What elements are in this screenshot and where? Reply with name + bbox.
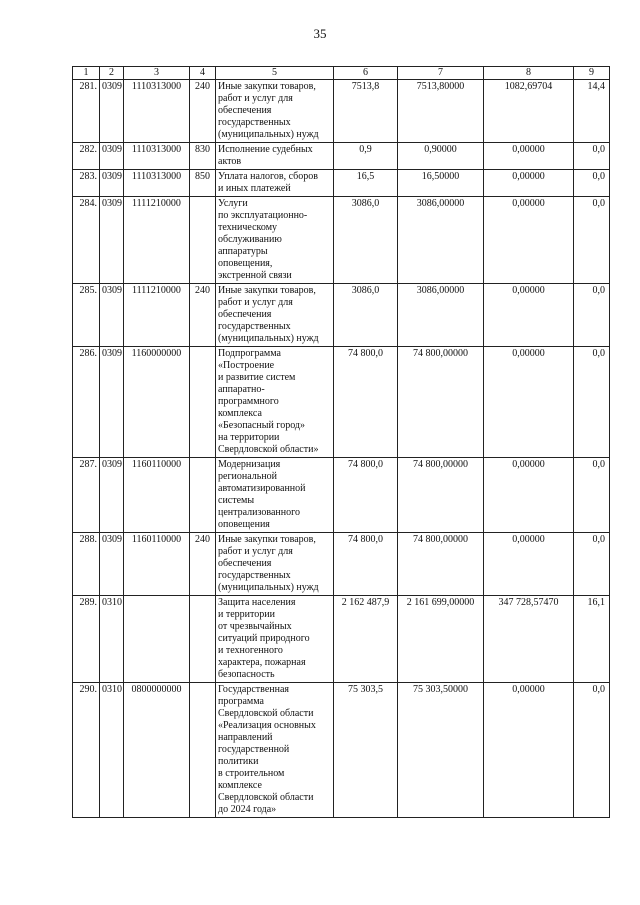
row-number-cell: 284. [73, 197, 100, 284]
expense-type-cell [190, 458, 216, 533]
expense-type-cell: 830 [190, 143, 216, 170]
executed-amount-cell: 74 800,00000 [398, 533, 484, 596]
item-name-cell: Государственная программа Свердловской области «Реализация основных направлений государственной политики в строительном комплексе Свердловской области до 2024 года» [216, 683, 334, 818]
table-row [73, 347, 610, 458]
row-number-cell: 287. [73, 458, 100, 533]
row-number-cell: 283. [73, 170, 100, 197]
table-row [73, 458, 610, 533]
plan-amount-cell: 74 800,0 [334, 533, 398, 596]
percent-cell: 14,4 [574, 80, 610, 143]
header-cell: 4 [190, 67, 216, 80]
target-article-cell: 1160000000 [124, 347, 190, 458]
target-article-cell: 1110313000 [124, 170, 190, 197]
percent-cell: 0,0 [574, 533, 610, 596]
section-code-cell: 0309 [100, 80, 124, 143]
page-number: 35 [313, 26, 327, 41]
target-article-cell [124, 596, 190, 683]
percent-cell: 0,0 [574, 347, 610, 458]
item-name-cell: Уплата налогов, сборов и иных платежей [216, 170, 334, 197]
expense-type-cell: 850 [190, 170, 216, 197]
percent-cell: 0,0 [574, 170, 610, 197]
executed-amount-cell: 0,90000 [398, 143, 484, 170]
executed-amount-cell: 2 161 699,00000 [398, 596, 484, 683]
expense-type-cell [190, 683, 216, 818]
executed-amount-cell: 7513,80000 [398, 80, 484, 143]
executed-amount-cell: 74 800,00000 [398, 347, 484, 458]
percent-cell: 0,0 [574, 284, 610, 347]
item-name-cell: Исполнение судебных актов [216, 143, 334, 170]
percent-cell: 0,0 [574, 197, 610, 284]
budget-table [72, 66, 610, 818]
section-code-cell: 0309 [100, 458, 124, 533]
expense-type-cell: 240 [190, 533, 216, 596]
item-name-cell: Иные закупки товаров, работ и услуг для обеспечения государственных (муниципальных) нужд [216, 533, 334, 596]
header-cell: 5 [216, 67, 334, 80]
header-cell: 2 [100, 67, 124, 80]
plan-amount-cell: 2 162 487,9 [334, 596, 398, 683]
header-cell: 3 [124, 67, 190, 80]
target-article-cell: 1160110000 [124, 533, 190, 596]
item-name-cell: Модернизация региональной автоматизированной системы централизованного оповещения [216, 458, 334, 533]
row-number-cell: 288. [73, 533, 100, 596]
table-row [73, 284, 610, 347]
percent-cell: 0,0 [574, 143, 610, 170]
cash-amount-cell: 0,00000 [484, 284, 574, 347]
table-body [73, 80, 610, 818]
table-row [73, 197, 610, 284]
section-code-cell: 0309 [100, 284, 124, 347]
plan-amount-cell: 74 800,0 [334, 347, 398, 458]
expense-type-cell [190, 197, 216, 284]
plan-amount-cell: 7513,8 [334, 80, 398, 143]
row-number-cell: 281. [73, 80, 100, 143]
item-name-cell: Подпрограмма «Построение и развитие систем аппаратно- программного комплекса «Безопасный город» на территории Свердловской области» [216, 347, 334, 458]
target-article-cell: 1160110000 [124, 458, 190, 533]
plan-amount-cell: 74 800,0 [334, 458, 398, 533]
percent-cell: 0,0 [574, 458, 610, 533]
cash-amount-cell: 0,00000 [484, 458, 574, 533]
executed-amount-cell: 3086,00000 [398, 284, 484, 347]
cash-amount-cell: 0,00000 [484, 170, 574, 197]
plan-amount-cell: 0,9 [334, 143, 398, 170]
section-code-cell: 0309 [100, 170, 124, 197]
row-number-cell: 285. [73, 284, 100, 347]
cash-amount-cell: 0,00000 [484, 683, 574, 818]
section-code-cell: 0309 [100, 533, 124, 596]
expense-type-cell: 240 [190, 80, 216, 143]
plan-amount-cell: 16,5 [334, 170, 398, 197]
cash-amount-cell: 1082,69704 [484, 80, 574, 143]
cash-amount-cell: 0,00000 [484, 143, 574, 170]
cash-amount-cell: 0,00000 [484, 347, 574, 458]
table-row [73, 533, 610, 596]
row-number-cell: 286. [73, 347, 100, 458]
section-code-cell: 0309 [100, 197, 124, 284]
plan-amount-cell: 75 303,5 [334, 683, 398, 818]
row-number-cell: 282. [73, 143, 100, 170]
cash-amount-cell: 0,00000 [484, 533, 574, 596]
section-code-cell: 0309 [100, 347, 124, 458]
row-number-cell: 289. [73, 596, 100, 683]
table-row [73, 170, 610, 197]
section-code-cell: 0310 [100, 596, 124, 683]
target-article-cell: 1110313000 [124, 143, 190, 170]
header-cell: 7 [398, 67, 484, 80]
item-name-cell: Иные закупки товаров, работ и услуг для обеспечения государственных (муниципальных) нужд [216, 80, 334, 143]
cash-amount-cell: 347 728,57470 [484, 596, 574, 683]
percent-cell: 16,1 [574, 596, 610, 683]
header-cell: 9 [574, 67, 610, 80]
table-header-row [73, 67, 610, 80]
executed-amount-cell: 16,50000 [398, 170, 484, 197]
item-name-cell: Услуги по эксплуатационно- техническому обслуживанию аппаратуры оповещения, экстренной связи [216, 197, 334, 284]
header-cell: 1 [73, 67, 100, 80]
executed-amount-cell: 3086,00000 [398, 197, 484, 284]
cash-amount-cell: 0,00000 [484, 197, 574, 284]
header-cell: 8 [484, 67, 574, 80]
item-name-cell: Защита населения и территории от чрезвычайных ситуаций природного и техногенного характера, пожарная безопасность [216, 596, 334, 683]
item-name-cell: Иные закупки товаров, работ и услуг для обеспечения государственных (муниципальных) нужд [216, 284, 334, 347]
plan-amount-cell: 3086,0 [334, 284, 398, 347]
target-article-cell: 1111210000 [124, 197, 190, 284]
table-row [73, 143, 610, 170]
target-article-cell: 0800000000 [124, 683, 190, 818]
header-cell: 6 [334, 67, 398, 80]
table-row [73, 596, 610, 683]
percent-cell: 0,0 [574, 683, 610, 818]
table-row [73, 683, 610, 818]
row-number-cell: 290. [73, 683, 100, 818]
executed-amount-cell: 75 303,50000 [398, 683, 484, 818]
section-code-cell: 0310 [100, 683, 124, 818]
expense-type-cell: 240 [190, 284, 216, 347]
plan-amount-cell: 3086,0 [334, 197, 398, 284]
table-row [73, 80, 610, 143]
target-article-cell: 1111210000 [124, 284, 190, 347]
executed-amount-cell: 74 800,00000 [398, 458, 484, 533]
expense-type-cell [190, 347, 216, 458]
target-article-cell: 1110313000 [124, 80, 190, 143]
section-code-cell: 0309 [100, 143, 124, 170]
expense-type-cell [190, 596, 216, 683]
